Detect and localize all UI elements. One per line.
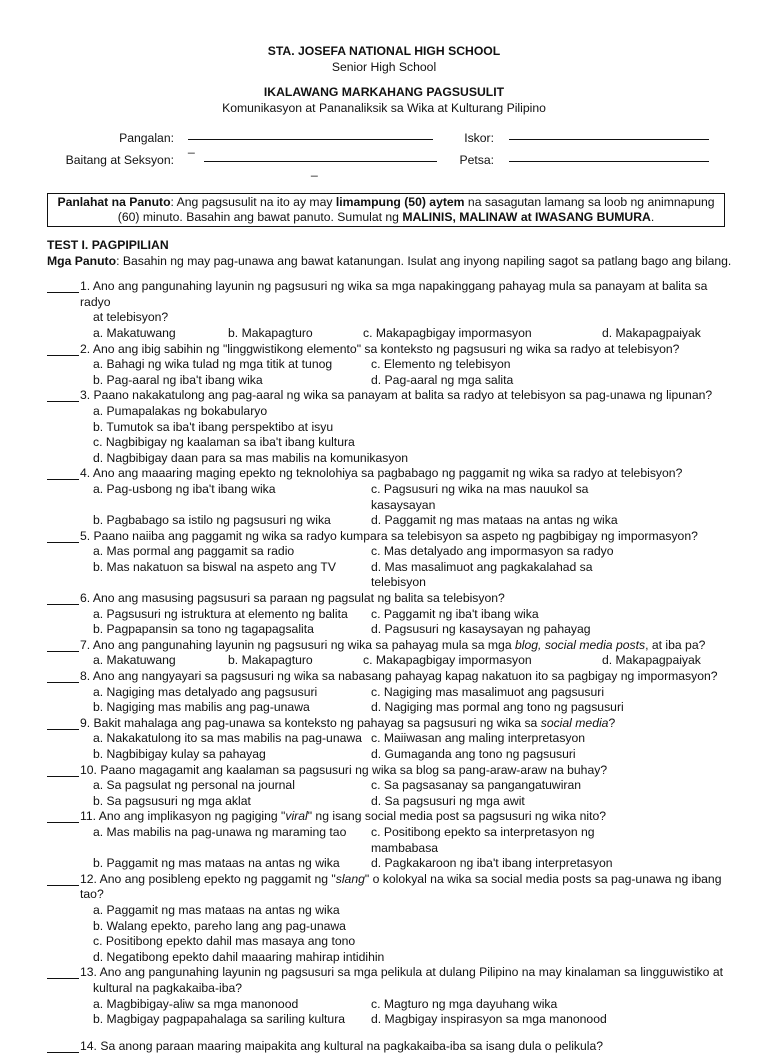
option[interactable]: d. Sa pagsusuri ng mga awit <box>371 793 525 808</box>
option[interactable]: c. Mas detalyado ang impormasyon sa radyo <box>371 544 614 559</box>
question-item <box>47 342 737 389</box>
answer-blank[interactable] <box>47 763 79 777</box>
question-text: 2. Ano ang ibig sabihin ng "linggwistikong elemento" sa konteksto ng pagsusuri ng wika sa radyo at telebisyon? <box>80 341 680 356</box>
question-item <box>47 763 737 810</box>
option[interactable]: c. Makapagbigay impormasyon <box>363 653 532 668</box>
option[interactable]: b. Sa pagsusuri ng mga aklat <box>93 793 251 808</box>
option[interactable]: c. Maiiwasan ang maling interpretasyon <box>371 731 586 746</box>
question-text: 12. Ano ang posibleng epekto ng paggamit ng "slang" o kolokyal na wika sa social media posts sa pag-unawa ng ibang tao? <box>80 871 722 902</box>
option[interactable]: a. Nakakatulong ito sa mas mabilis na pag-unawa <box>93 731 362 746</box>
option-list <box>47 731 737 762</box>
option[interactable]: b. Pag-aaral ng iba't ibang wika <box>93 372 263 387</box>
option-row <box>93 482 737 513</box>
option-list <box>47 326 737 342</box>
answer-blank[interactable] <box>47 279 79 293</box>
question-text: 14. Sa anong paraan maaring maipakita ang kultural na pagkakaiba-iba sa isang dula o pelikula? <box>80 1038 604 1053</box>
option-row <box>93 700 737 716</box>
option[interactable]: d. Makapagpaiyak <box>601 653 701 668</box>
test-title: TEST I. PAGPIPILIAN <box>47 238 169 252</box>
question-text: 1. Ano ang pangunahing layunin ng pagsusuri ng wika sa mga napakinggang pahayag mula sa panayam at balita sa radyo <box>80 279 708 309</box>
question-line <box>47 279 737 310</box>
option-row <box>93 794 737 810</box>
option[interactable]: b. Magbigay pagpapahalaga sa sariling kultura <box>93 1012 346 1027</box>
option[interactable]: d. Gumaganda ang tono ng pagsusuri <box>371 747 576 761</box>
question-line <box>47 669 737 685</box>
school-name: STA. JOSEFA NATIONAL HIGH SCHOOL <box>267 44 501 58</box>
answer-blank[interactable] <box>47 466 79 480</box>
option-list <box>47 825 737 872</box>
question-text: 5. Paano naiiba ang paggamit ng wika sa radyo kumpara sa telebisyon sa aspeto ng pagbibigay ng impormasyon? <box>80 528 698 543</box>
option[interactable]: d. Pagkakaroon ng iba't ibang interpretasyon <box>371 856 613 871</box>
question-item <box>47 809 737 871</box>
option[interactable]: a. Pagsusuri ng istruktura at elemento ng balita <box>93 606 348 621</box>
option[interactable]: b. Nagbibigay kulay sa pahayag <box>93 747 266 761</box>
question-line <box>47 466 737 482</box>
option[interactable]: a. Pag-usbong ng iba't ibang wika <box>93 481 276 496</box>
answer-blank[interactable] <box>47 342 79 356</box>
general-instructions-label: Panlahat na Panuto <box>57 195 171 209</box>
question-text-cont: at telebisyon? <box>93 310 169 325</box>
option-row <box>93 404 737 420</box>
option[interactable]: c. Sa pagsasanay sa pangangatuwiran <box>371 778 582 793</box>
option-row <box>93 357 737 373</box>
test-one-section <box>47 238 737 1054</box>
option-list <box>47 357 737 388</box>
option-list <box>47 685 737 716</box>
answer-blank[interactable] <box>47 872 79 886</box>
option-row <box>93 778 737 794</box>
option[interactable]: d. Nagiging mas pormal ang tono ng pagsusuri <box>371 700 624 715</box>
option-row <box>93 653 737 669</box>
question-line <box>47 342 737 358</box>
option[interactable]: a. Mas mabilis na pag-unawa ng maraming tao <box>93 824 347 839</box>
question-item <box>47 1039 737 1054</box>
option-list <box>47 997 737 1028</box>
answer-blank[interactable] <box>47 388 79 402</box>
option-row <box>93 373 737 389</box>
option-row <box>93 544 737 560</box>
name-label: Pangalan: <box>119 131 174 145</box>
question-text: 11. Ano ang implikasyon ng pagiging "viral" ng isang social media post sa pagsusuri ng wika nito? <box>80 809 607 824</box>
option[interactable]: c. Nagiging mas masalimuot ang pagsusuri <box>371 684 605 699</box>
question-item <box>47 872 737 966</box>
option[interactable]: c. Nagbibigay ng kaalaman sa iba't ibang kultura <box>93 435 355 450</box>
option-row <box>93 420 737 436</box>
option[interactable]: b. Pagbabago sa istilo ng pagsusuri ng wika <box>93 513 331 528</box>
option-row <box>93 747 737 763</box>
question-line <box>47 591 737 607</box>
option[interactable]: b. Nagiging mas mabilis ang pag-unawa <box>93 700 310 715</box>
option-row <box>93 950 737 966</box>
question-text: 6. Ano ang masusing pagsusuri sa paraan ng pagsulat ng balita sa telebisyon? <box>80 591 505 606</box>
option[interactable]: a. Nagiging mas detalyado ang pagsusuri <box>93 684 318 699</box>
option-row <box>93 903 737 919</box>
option-list <box>47 607 737 638</box>
school-level: Senior High School <box>331 59 437 74</box>
option[interactable]: a. Paggamit ng mas mataas na antas ng wika <box>93 902 340 917</box>
question-list <box>47 279 737 1054</box>
option[interactable]: b. Makapagturo <box>228 653 313 668</box>
subject-title: Komunikasyon at Pananaliksik sa Wika at Kulturang Pilipino <box>222 100 546 115</box>
question-item <box>47 591 737 638</box>
question-item <box>47 279 737 341</box>
answer-blank[interactable] <box>47 638 79 652</box>
option-row <box>93 607 737 623</box>
option[interactable]: c. Makapagbigay impormasyon <box>363 325 532 340</box>
answer-blank[interactable] <box>47 965 79 979</box>
option[interactable]: b. Mas nakatuon sa biswal na aspeto ang TV <box>93 559 336 574</box>
option[interactable]: a. Pumapalakas ng bokabularyo <box>93 403 268 418</box>
option[interactable]: d. Nagbibigay daan para sa mas mabilis na komunikasyon <box>93 450 409 465</box>
question-line <box>47 716 737 732</box>
option-list <box>47 482 737 529</box>
general-instructions-box: Panlahat na Panuto: Ang pagsusulit na ito ay may limampung (50) aytem na sasagutan lamang sa loob ng animnapung (60) minuto. Basahin ang bawat panuto. Sumulat ng MALINIS, MALINAW at IWASANG BUMURA. <box>47 193 725 227</box>
date-label: Petsa: <box>459 153 494 167</box>
option[interactable]: c. Positibong epekto dahil mas masaya ang tono <box>93 934 356 949</box>
name-field-dash: _ <box>188 140 195 154</box>
option[interactable]: c. Elemento ng telebisyon <box>371 357 511 372</box>
question-line <box>47 1039 737 1054</box>
option-row <box>93 622 737 638</box>
option-row <box>93 326 737 342</box>
question-item <box>47 669 737 716</box>
test-directions: Mga Panuto: Basahin ng may pag-unawa ang bawat katanungan. Isulat ang inyong napiling sagot sa patlang bago ang bilang. <box>47 253 732 268</box>
question-text: 9. Bakit mahalaga ang pag-unawa sa konteksto ng pahayag sa pagsusuri ng wika sa social media? <box>80 715 616 730</box>
option-row <box>93 825 737 856</box>
option[interactable]: d. Mas masalimuot ang pagkakalahad sa telebisyon <box>371 559 593 590</box>
answer-blank[interactable] <box>47 809 79 823</box>
option-row <box>93 451 737 467</box>
question-line <box>47 763 737 779</box>
question-line <box>47 965 737 981</box>
score-label: Iskor: <box>464 131 494 145</box>
question-item <box>47 466 737 528</box>
question-text: 13. Ano ang pangunahing layunin ng pagsusuri sa mga pelikula at dulang Pilipino na may kinalaman sa lingguwistiko at <box>80 965 723 980</box>
question-text: 4. Ano ang maaaring maging epekto ng teknolohiya sa pagbabago ng paggamit ng wika sa radyo at telebisyon? <box>80 466 683 481</box>
option-list <box>47 778 737 809</box>
grade-field-dash: _ <box>311 163 318 177</box>
option-list <box>47 404 737 466</box>
question-text: 7. Ano ang pangunahing layunin ng pagsusuri ng wika sa pahayag mula sa mga blog, social media posts, at iba pa? <box>80 637 706 652</box>
option[interactable]: c. Pagsusuri ng wika na mas nauukol sa kasaysayan <box>371 481 589 512</box>
question-text: 10. Paano magagamit ang kaalaman sa pagsusuri ng wika sa blog sa pang-araw-araw na buhay? <box>80 762 608 777</box>
option-row <box>93 997 737 1013</box>
answer-blank[interactable] <box>47 669 79 683</box>
question-line <box>47 638 737 654</box>
option[interactable]: d. Pagsusuri ng kasaysayan ng pahayag <box>371 622 591 637</box>
option-row <box>93 435 737 451</box>
option[interactable]: b. Walang epekto, pareho lang ang pag-unawa <box>93 918 346 933</box>
exam-header <box>0 44 768 116</box>
option-row <box>93 856 737 872</box>
answer-blank[interactable] <box>47 529 79 543</box>
grade-section-label: Baitang at Seksyon: <box>65 153 174 167</box>
option-row <box>93 934 737 950</box>
option[interactable]: d. Negatibong epekto dahil maaaring mahirap intidihin <box>93 949 385 964</box>
option-row <box>93 685 737 701</box>
option-row <box>93 513 737 529</box>
option[interactable]: d. Paggamit ng mas mataas na antas ng wika <box>371 513 618 528</box>
answer-blank[interactable] <box>47 1039 79 1053</box>
option[interactable]: d. Pag-aaral ng mga salita <box>371 372 514 387</box>
option[interactable]: c. Positibong epekto sa interpretasyon ng mambabasa <box>371 824 595 855</box>
option[interactable]: b. Paggamit ng mas mataas na antas ng wika <box>93 856 340 871</box>
option[interactable]: a. Bahagi ng wika tulad ng mga titik at tunog <box>93 357 333 372</box>
option[interactable]: b. Tumutok sa iba't ibang perspektibo at isyu <box>93 419 334 434</box>
option[interactable]: a. Mas pormal ang paggamit sa radio <box>93 544 295 559</box>
date-field[interactable] <box>509 160 709 162</box>
student-info-fields <box>0 130 768 190</box>
option-row <box>93 560 737 591</box>
question-line <box>47 529 737 545</box>
question-line <box>47 809 737 825</box>
score-field[interactable] <box>509 138 709 140</box>
question-item <box>47 638 737 669</box>
exam-title: IKALAWANG MARKAHANG PAGSUSULIT <box>263 85 505 99</box>
option[interactable]: a. Makatuwang <box>93 653 176 668</box>
option[interactable]: b. Makapagturo <box>228 325 313 340</box>
option[interactable]: c. Paggamit ng iba't ibang wika <box>371 606 539 621</box>
option-row <box>93 731 737 747</box>
question-item <box>47 965 737 1027</box>
question-line <box>47 872 737 903</box>
answer-blank[interactable] <box>47 591 79 605</box>
option[interactable]: d. Magbigay inspirasyon sa mga manonood <box>371 1012 607 1027</box>
question-line <box>47 388 737 404</box>
option[interactable]: a. Magbibigay-aliw sa mga manonood <box>93 996 299 1011</box>
question-text: 8. Ano ang nangyayari sa pagsusuri ng wika sa nabasang pahayag kapag nakatuon ito sa pagbigay ng impormasyon? <box>80 669 718 684</box>
option-row <box>93 919 737 935</box>
option[interactable]: a. Sa pagsulat ng personal na journal <box>93 778 295 793</box>
question-item <box>47 716 737 763</box>
option[interactable]: c. Magturo ng mga dayuhang wika <box>371 996 558 1011</box>
option-row <box>93 1012 737 1028</box>
question-text-cont: kultural na pagkakaiba-iba? <box>93 980 243 995</box>
option-list <box>47 903 737 965</box>
option-list <box>47 653 737 669</box>
option[interactable]: a. Makatuwang <box>93 325 176 340</box>
option[interactable]: b. Pagpapansin sa tono ng tagapagsalita <box>93 622 314 637</box>
question-text: 3. Paano nakakatulong ang pag-aaral ng wika sa panayam at balita sa radyo at telebisyon sa pag-unawa ng lipunan? <box>80 388 713 403</box>
option-list <box>47 544 737 591</box>
option[interactable]: d. Makapagpaiyak <box>601 325 701 340</box>
question-item <box>47 529 737 591</box>
answer-blank[interactable] <box>47 716 79 730</box>
question-item <box>47 388 737 466</box>
